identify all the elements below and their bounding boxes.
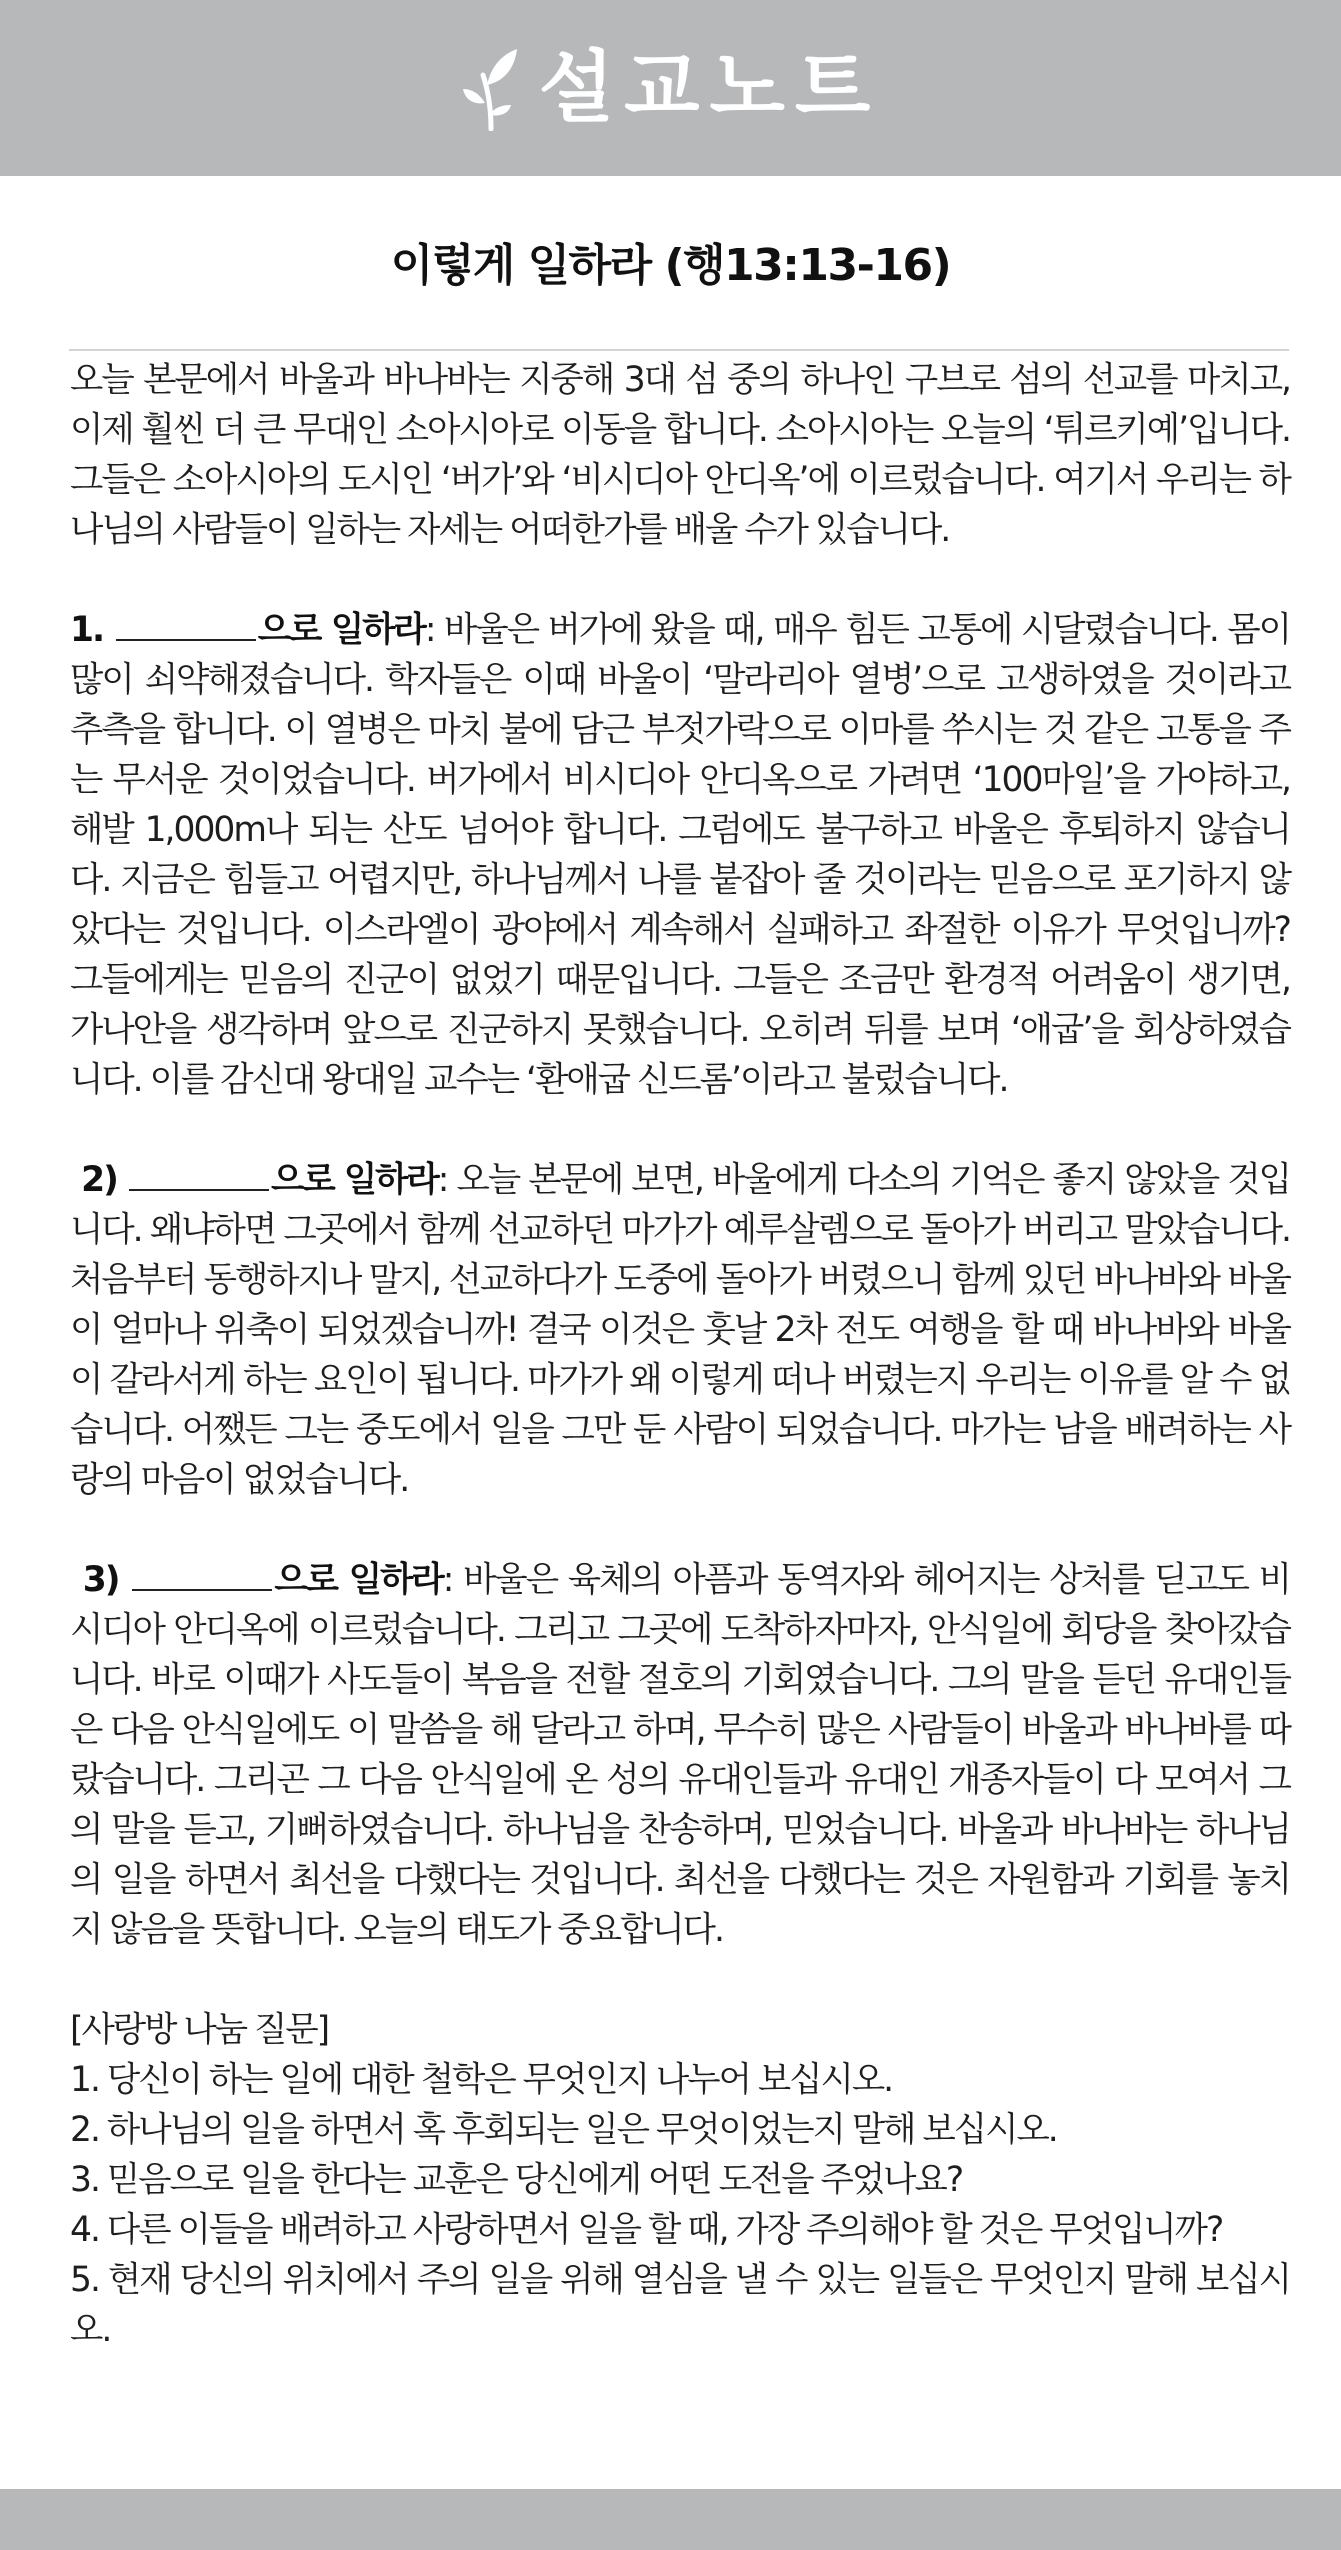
fill-in-blank [132, 1555, 272, 1591]
leaf-sprout-icon [461, 45, 521, 131]
fill-in-blank [116, 605, 256, 641]
discussion-question: 4. 다른 이들을 배려하고 사랑하면서 일을 할 때, 가장 주의해야 할 것은 무엇입니까? [70, 2210, 1223, 2250]
footer-bar [0, 2489, 1341, 2550]
divider [69, 349, 1289, 351]
point-1-text: : 바울은 버가에 왔을 때, 매우 힘든 고통에 시달렸습니다. 몸이 많이 쇠약해졌습니다. 학자들은 이때 바울이 ‘말라리아 열병’으로 고생하였을 것이라고 추측을 합니다. 이 열병은 마치 불에 담근 부젓가락으로 이마를 쑤시는 것 같은 고통을 주는 무서운 것이었습니다. 버가에서 비시디아 안디옥으로 가려면 ‘100마일’을 가야하고, 해발 1,000m나 되는 산도 넘어야 합니다. 그럼에도 불구하고 바울은 후퇴하지 않습니다. 지금은 힘들고 어렵지만, 하나님께서 나를 붙잡아 줄 것이라는 믿음으로 포기하지 않았다는 것입니다. 이스라엘이 광야에서 계속해서 실패하고 좌절한 이유가 무엇입니까? 그들에게는 믿음의 진군이 없었기 때문입니다. 그들은 조금만 환경적 어려움이 생기면, 가나안을 생각하며 앞으로 진군하지 못했습니다. 오히려 뒤를 보며 ‘애굽’을 회상하였습니다. 이를 감신대 왕대일 교수는 ‘환애굽 신드롬’이라고 불렀습니다. [70, 610, 1290, 1100]
point-1-label: 으로 일하라 [257, 610, 425, 650]
point-2-text: : 오늘 본문에 보면, 바울에게 다소의 기억은 좋지 않았을 것입니다. 왜냐하면 그곳에서 함께 선교하던 마가가 예루살렘으로 돌아가 버리고 말았습니다. 처음부터 동행하지나 말지, 선교하다가 도중에 돌아가 버렸으니 함께 있던 바나바와 바울이 얼마나 위축이 되었겠습니까! 결국 이것은 훗날 2차 전도 여행을 할 때 바나바와 바울이 갈라서게 하는 요인이 됩니다. 마가가 왜 이렇게 떠나 버렸는지 우리는 이유를 알 수 없습니다. 어쨌든 그는 중도에서 일을 그만 둔 사람이 되었습니다. 마가는 남을 배려하는 사랑의 마음이 없었습니다. [70, 1160, 1290, 1500]
brand [461, 45, 880, 131]
discussion-question: 1. 당신이 하는 일에 대한 철학은 무엇인지 나누어 보십시오. [70, 2060, 893, 2100]
fill-in-blank [129, 1155, 269, 1191]
sermon-title: 이렇게 일하라 (행13:13-16) [390, 240, 951, 291]
point-1 [70, 605, 1290, 1105]
point-3 [70, 1555, 1290, 1955]
sermon-body [70, 355, 1290, 2355]
point-3-label: 으로 일하라 [274, 1560, 443, 1600]
header-banner [0, 0, 1341, 176]
point-3-number: 3) [70, 1560, 131, 1600]
brand-title: 설교노트 [538, 43, 881, 133]
point-2-label: 으로 일하라 [271, 1160, 438, 1200]
discussion-question: 3. 믿음으로 일을 한다는 교훈은 당신에게 어떤 도전을 주었나요? [70, 2160, 963, 2200]
point-2-number: 2) [70, 1160, 128, 1200]
discussion-question: 5. 현재 당신의 위치에서 주의 일을 위해 열심을 낼 수 있는 일들은 무엇인지 말해 보십시오. [70, 2260, 1290, 2350]
point-1-number: 1. [70, 610, 114, 650]
point-2 [70, 1155, 1290, 1505]
discussion-heading: [사랑방 나눔 질문] [70, 2010, 329, 2050]
point-3-text: : 바울은 육체의 아픔과 동역자와 헤어지는 상처를 딛고도 비시디아 안디옥에 이르렀습니다. 그리고 그곳에 도착하자마자, 안식일에 회당을 찾아갔습니다. 바로 이때가 사도들이 복음을 전할 절호의 기회였습니다. 그의 말을 듣던 유대인들은 다음 안식일에도 이 말씀을 해 달라고 하며, 무수히 많은 사람들이 바울과 바나바를 따랐습니다. 그리곤 그 다음 안식일에 온 성의 유대인들과 유대인 개종자들이 다 모여서 그의 말을 듣고, 기뻐하였습니다. 하나님을 찬송하며, 믿었습니다. 바울과 바나바는 하나님의 일을 하면서 최선을 다했다는 것입니다. 최선을 다했다는 것은 자원함과 기회를 놓치지 않음을 뜻합니다. 오늘의 태도가 중요합니다. [70, 1560, 1290, 1950]
discussion-question: 2. 하나님의 일을 하면서 혹 후회되는 일은 무엇이었는지 말해 보십시오. [70, 2110, 1057, 2150]
intro-paragraph: 오늘 본문에서 바울과 바나바는 지중해 3대 섬 중의 하나인 구브로 섬의 선교를 마치고, 이제 훨씬 더 큰 무대인 소아시아로 이동을 합니다. 소아시아는 오늘의 ‘튀르키예’입니다. 그들은 소아시아의 도시인 ‘버가’와 ‘비시디아 안디옥’에 이르렀습니다. 여기서 우리는 하나님의 사람들이 일하는 자세는 어떠한가를 배울 수가 있습니다. [70, 360, 1290, 550]
